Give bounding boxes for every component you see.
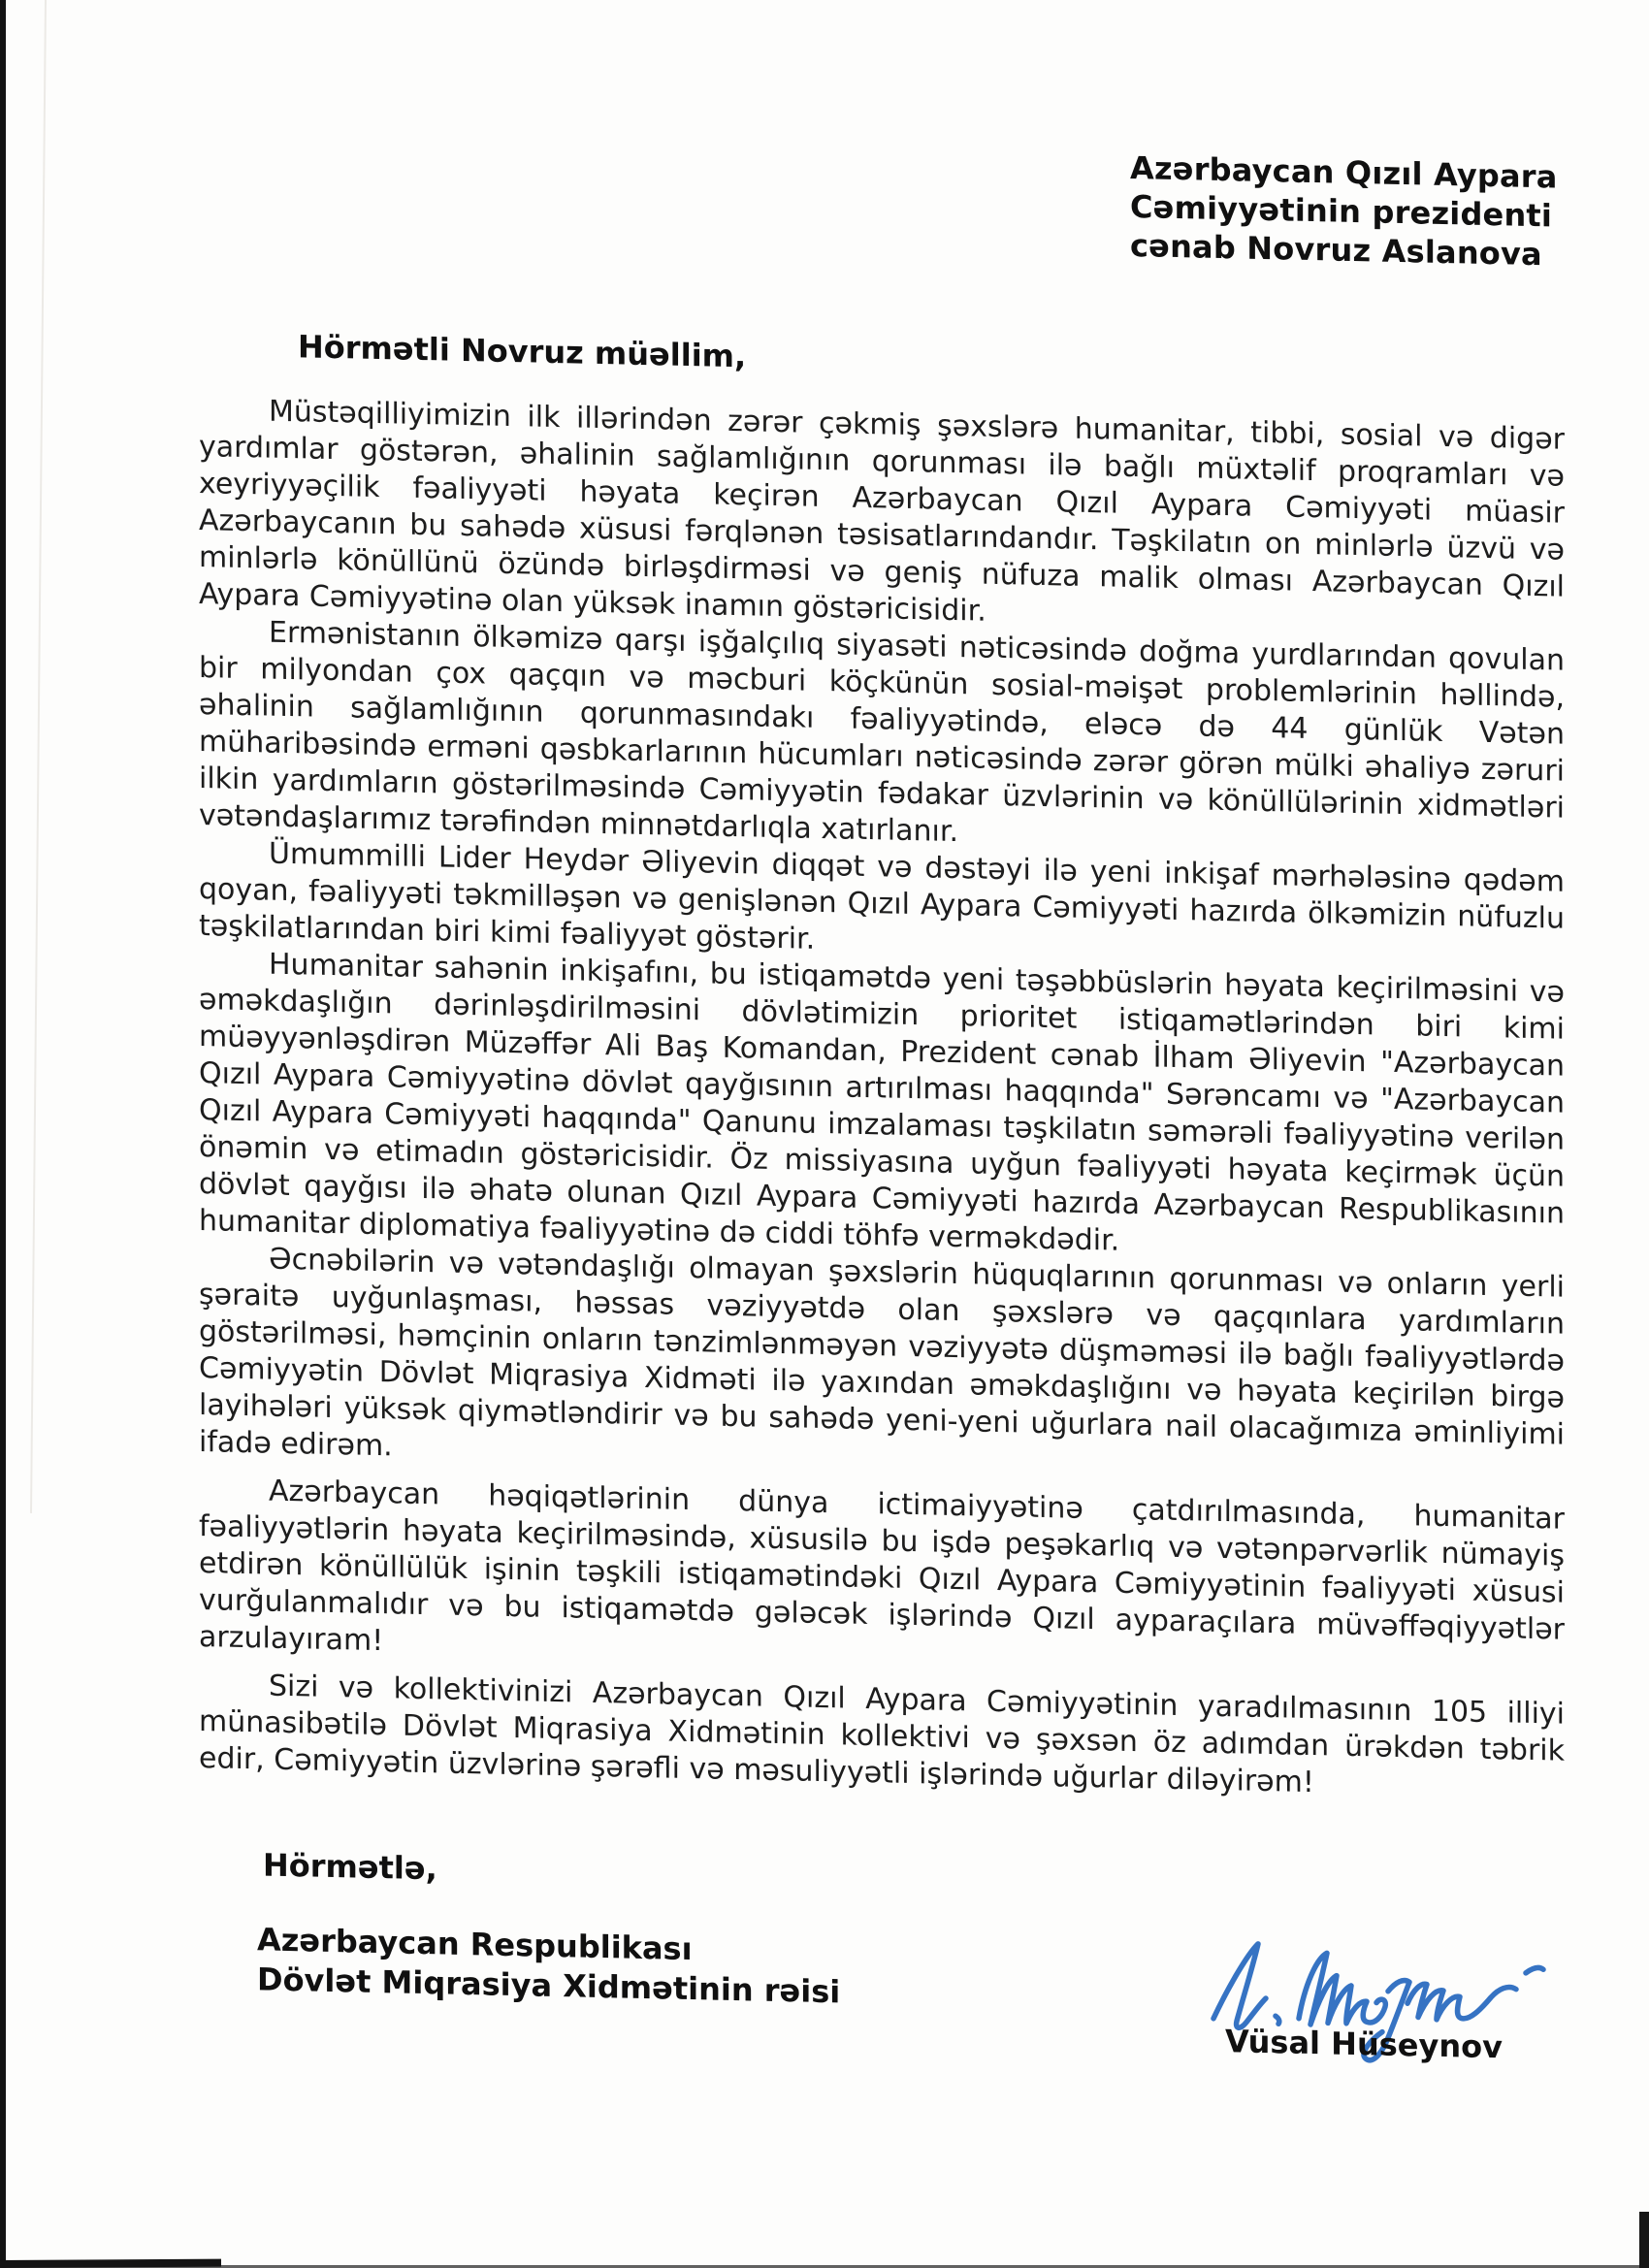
letter-content: [199, 114, 1565, 2066]
paragraph-6: Azərbaycan həqiqətlərinin dünya ictimaiyyətinə çatdırılmasında, humanitar fəaliyyətlərin həyata keçirilməsində, xüsusilə bu işdə peşəkarlıq və vətənpərvərlik nümayiş etdirən könüllülük işinin təşkili istiqamətindəki Qızıl Aypara Cəmiyyətinin fəaliyyəti xüsusi vurğulanmalıdır və bu istiqamətdə gələcək işlərində Qızıl ayparaçılara müvəffəqiyyətlər arzulayıram!: [199, 1474, 1565, 1659]
signatory-name: Vüsal Hüseynov: [1225, 2023, 1503, 2066]
sender-line-1: Azərbaycan Respublikası: [257, 1921, 693, 1968]
signature-block: [1198, 1928, 1586, 2067]
recipient-line-1: Azərbaycan Qızıl Aypara: [1130, 148, 1558, 196]
salutation: Hörmətli Novruz müəllim,: [298, 328, 747, 375]
scan-artifact-bottom-right-corner: [1639, 2212, 1649, 2268]
recipient-line-3: cənab Novruz Aslanova: [1130, 226, 1542, 274]
letter-body: [199, 392, 1565, 1807]
paragraph-1: Müstəqilliyimizin ilk illərindən zərər çəkmiş şəxslərə humanitar, tibbi, sosial və digər yardımlar göstərən, əhalinin sağlamlığının qorunması ilə bağlı müxtəlif proqramları və xeyriyyəçilik fəaliyyəti həyata keçirən Azərbaycan Qızıl Aypara Cəmiyyəti müasir Azərbaycanın bu sahədə xüsusi fərqlənən təsisatlarındandır. Təşkilatın on minlərlə üzvü və minlərlə könüllünü özündə birləşdirməsi və geniş nüfuza malik olması Azərbaycan Qızıl Aypara Cəmiyyətinə olan yüksək inamın göstəricisidir.: [199, 394, 1565, 629]
paragraph-5: Əcnəbilərin və vətəndaşlığı olmayan şəxslərin hüquqlarının qorunması və onların yerli şəraitə uyğunlaşması, həssas vəziyyətdə olan şəxslərə və qaçqınlara yardımların göstərilməsi, həmçinin onların tənzimlənməyən vəziyyətə düşməməsi ilə bağlı fəaliyyətlərdə Cəmiyyətin Dövlət Miqrasiya Xidməti ilə yaxından əməkdaşlığını və həyata keçirilən birgə layihələri yüksək qiymətləndirir və bu sahədə yeni-yeni uğurlara nail olacağımıza əminliyimi ifadə edirəm.: [199, 1242, 1565, 1464]
scan-artifact-left-strip: [0, 0, 6, 2268]
sender-line-2: Dövlət Miqrasiya Xidmətinin rəisi: [257, 1960, 841, 2011]
paragraph-3: Ümummilli Lider Heydər Əliyevin diqqət və dəstəyi ilə yeni inkişaf mərhələsinə qədəm qoyan, fəaliyyəti təkmilləşən və genişlənən Qızıl Aypara Cəmiyyəti hazırda ölkəmizin nüfuzlu təşkilatlarından biri kimi fəaliyyət göstərir.: [199, 836, 1565, 956]
valediction: Hörmətlə,: [263, 1846, 437, 1888]
paragraph-7: Sizi və kollektivinizi Azərbaycan Qızıl Aypara Cəmiyyətinin yaradılmasının 105 illiyi münasibətilə Dövlət Miqrasiya Xidmətinin kollektivi və şəxsən öz adımdan ürəkdən təbrik edir, Cəmiyyətin üzvlərinə şərəfli və məsuliyyətli işlərində uğurlar diləyirəm!: [199, 1669, 1565, 1800]
recipient-line-2: Cəmiyyətinin prezidenti: [1130, 187, 1553, 235]
paragraph-2: Ermənistanın ölkəmizə qarşı işğalçılıq siyasəti nəticəsində doğma yurdlarından qovulan bir milyondan çox qaçqın və məcburi köçkünün sosial-məişət problemlərinin həllində, əhalinin sağlamlığının qorunmasındakı fəaliyyətində, eləcə də 44 günlük Vətən müharibəsində erməni qəsbkarlarının hücumları nəticəsində zərər görən mülki əhaliyə zəruri ilkin yardımların göstərilməsində Cəmiyyətin fədakar üzvlərinin və könüllülərinin xidmətləri vətəndaşlarımız tərəfindən minnətdarlıqla xatırlanır.: [199, 615, 1565, 850]
scan-artifact-bottom-left-corner: [0, 2259, 221, 2268]
scan-paper-edge-line: [30, 0, 47, 1513]
paragraph-4: Humanitar sahənin inkişafını, bu istiqamətdə yeni təşəbbüslərin həyata keçirilməsini və əməkdaşlığın dərinləşdirilməsini dövlətimizin prioritet istiqamətlərindən biri kimi müəyyənləşdirən Müzəffər Ali Baş Komandan, Prezident cənab İlham Əliyevin "Azərbaycan Qızıl Aypara Cəmiyyətinə dövlət qayğısının artırılması haqqında" Sərəncamı və "Azərbaycan Qızıl Aypara Cəmiyyəti haqqında" Qanunu imzalaması təşkilatın səmərəli fəaliyyətinə verilən önəmin və etimadın göstəricisidir. Öz missiyasına uyğun fəaliyyəti həyata keçirmək üçün dövlət qayğısı ilə əhatə olunan Qızıl Aypara Cəmiyyəti hazırda Azərbaycan Respublikasının humanitar diplomatiya fəaliyyətinə də ciddi töhfə verməkdədir.: [199, 947, 1565, 1258]
recipient-block: [1130, 135, 1576, 275]
